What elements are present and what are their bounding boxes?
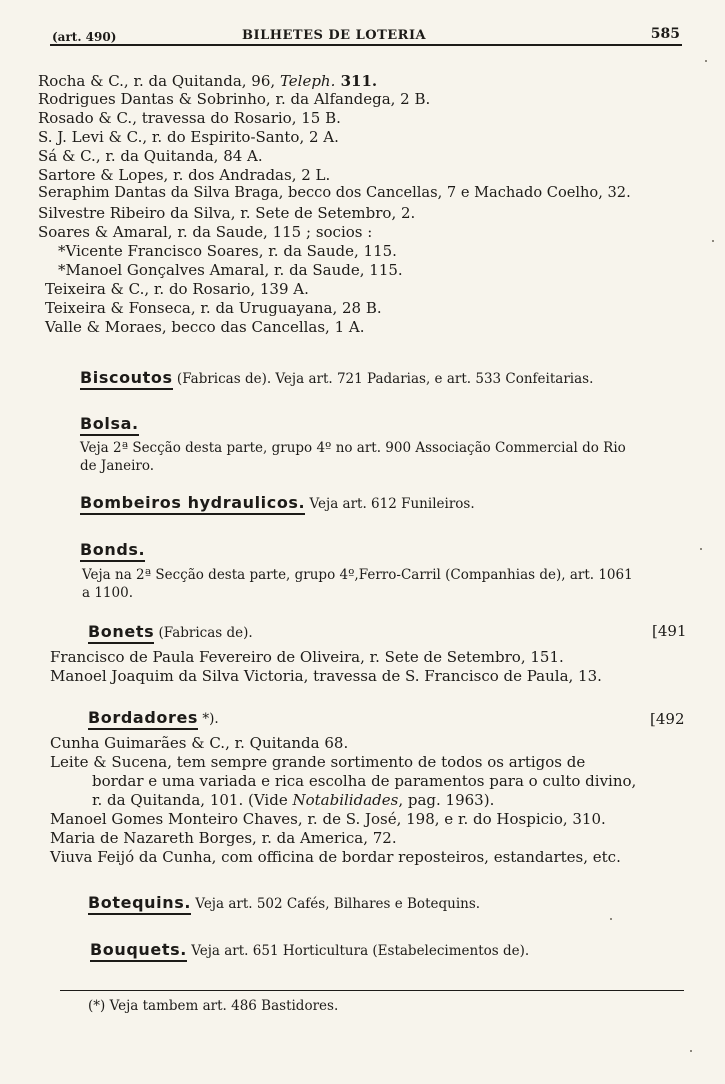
list-item: Leite & Sucena, tem sempre grande sortimento de todos os artigos de [50, 753, 586, 771]
article-number: [492 [650, 710, 685, 728]
section-bonds [80, 540, 145, 561]
list-item: *Vicente Francisco Soares, r. da Saude, 115. [58, 242, 397, 260]
list-item: Silvestre Ribeiro da Silva, r. Sete de Setembro, 2. [38, 204, 416, 222]
list-item: Seraphim Dantas da Silva Braga, becco dos Cancellas, 7 e Machado Coelho, 32. [38, 184, 631, 201]
section-bonets: Bonets (Fabricas de). [88, 622, 253, 643]
section-bouquets: Bouquets. Veja art. 651 Horticultura (Estabelecimentos de). [90, 940, 529, 961]
list-item: Francisco de Paula Fevereiro de Oliveira, r. Sete de Setembro, 151. [50, 648, 564, 666]
list-item: Sá & C., r. da Quitanda, 84 A. [38, 147, 263, 165]
list-item: S. J. Levi & C., r. do Espirito-Santo, 2 A. [38, 128, 339, 146]
header-rule [50, 44, 682, 46]
section-title: Biscoutos [80, 368, 173, 390]
section-title: Bouquets. [90, 940, 187, 962]
scan-speck [705, 60, 707, 62]
list-item: Manoel Joaquim da Silva Victoria, travessa de S. Francisco de Paula, 13. [50, 667, 602, 685]
header-article: (art. 490) [52, 30, 117, 44]
list-item: Viuva Feijó da Cunha, com officina de bordar reposteiros, estandartes, etc. [50, 848, 621, 866]
list-item: Valle & Moraes, becco das Cancellas, 1 A. [45, 318, 365, 336]
scan-speck [712, 240, 714, 242]
list-item: Rosado & C., travessa do Rosario, 15 B. [38, 109, 341, 127]
scan-speck [700, 548, 702, 550]
section-title: Bonds. [80, 540, 145, 562]
list-item-continuation: r. da Quitanda, 101. (Vide Notabilidades, pag. 1963). [92, 791, 495, 809]
section-title: Botequins. [88, 893, 191, 915]
list-item: Rodrigues Dantas & Sobrinho, r. da Alfandega, 2 B. [38, 90, 431, 108]
list-item: *Manoel Gonçalves Amaral, r. da Saude, 115. [58, 261, 403, 279]
list-item: Teixeira & C., r. do Rosario, 139 A. [45, 280, 309, 298]
section-bordadores: Bordadores *). [88, 708, 219, 729]
scan-speck [690, 1050, 692, 1052]
footnote: (*) Veja tambem art. 486 Bastidores. [88, 998, 339, 1014]
page-number: 585 [650, 26, 680, 42]
section-body: Veja 2ª Secção desta parte, grupo 4º no art. 900 Associação Commercial do Rio [80, 440, 626, 456]
section-body: a 1100. [82, 585, 133, 601]
list-item: Soares & Amaral, r. da Saude, 115 ; socios : [38, 223, 373, 241]
header-title: BILHETES DE LOTERIA [242, 28, 427, 43]
section-botequins: Botequins. Veja art. 502 Cafés, Bilhares e Botequins. [88, 893, 480, 914]
section-title: Bolsa. [80, 414, 139, 436]
article-number: [491 [652, 622, 687, 640]
section-bombeiros: Bombeiros hydraulicos. Veja art. 612 Funileiros. [80, 493, 475, 514]
list-item-continuation: bordar e uma variada e rica escolha de paramentos para o culto divino, [92, 772, 637, 790]
footnote-rule [60, 990, 684, 991]
list-item: Maria de Nazareth Borges, r. da America, 72. [50, 829, 397, 847]
section-body: Veja na 2ª Secção desta parte, grupo 4º,Ferro-Carril (Companhias de), art. 1061 [82, 567, 633, 583]
list-item: Teixeira & Fonseca, r. da Uruguayana, 28 B. [45, 299, 382, 317]
section-biscoutos: Biscoutos (Fabricas de). Veja art. 721 Padarias, e art. 533 Confeitarias. [80, 368, 593, 389]
scan-speck [610, 918, 612, 920]
section-title: Bordadores [88, 708, 198, 730]
running-header [52, 24, 680, 44]
section-title: Bombeiros hydraulicos. [80, 493, 305, 515]
section-title: Bonets [88, 622, 154, 644]
list-item: Rocha & C., r. da Quitanda, 96, Teleph. 311. [38, 72, 378, 90]
list-item: Cunha Guimarães & C., r. Quitanda 68. [50, 734, 349, 752]
section-bolsa [80, 414, 139, 435]
list-item: Manoel Gomes Monteiro Chaves, r. de S. José, 198, e r. do Hospicio, 310. [50, 810, 606, 828]
section-body: de Janeiro. [80, 458, 155, 474]
list-item: Sartore & Lopes, r. dos Andradas, 2 L. [38, 166, 331, 184]
